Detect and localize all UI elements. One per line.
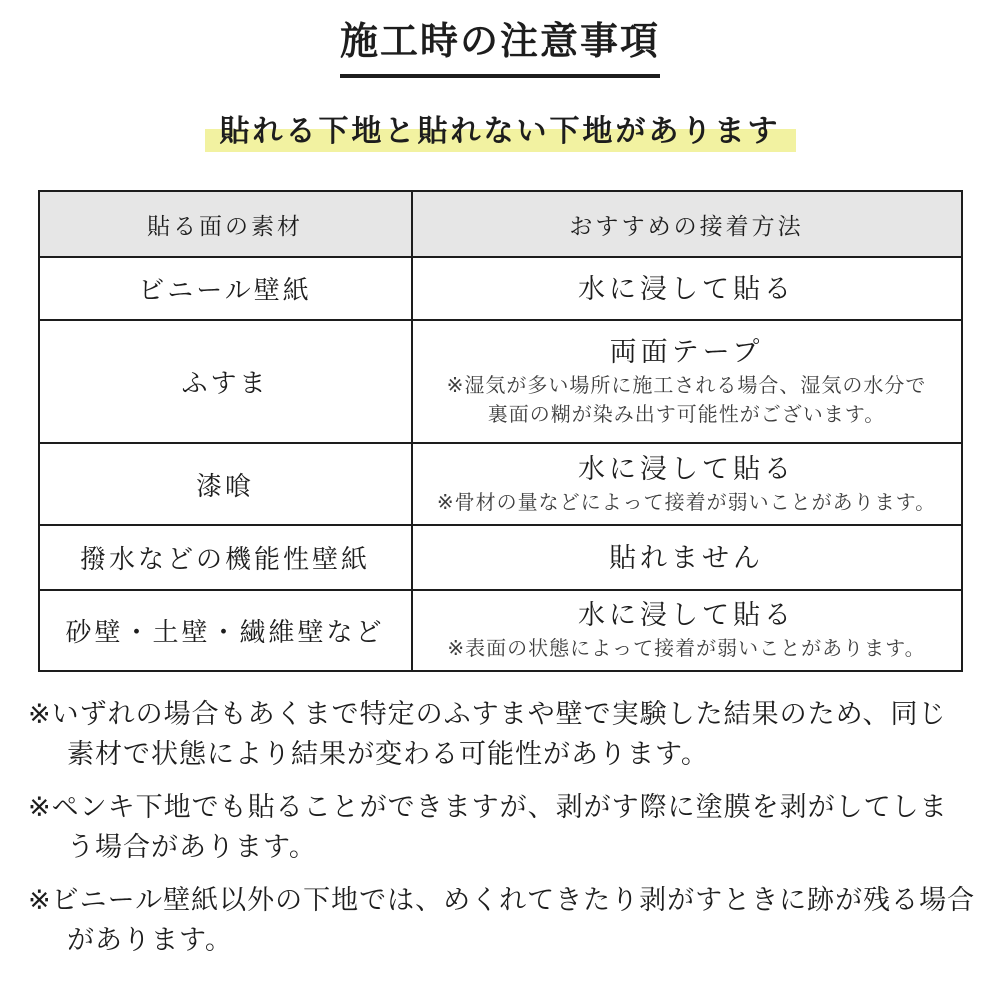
table-row-sand-wall [39, 590, 962, 671]
material-cell: 漆喰 [39, 443, 412, 525]
table-row-vinyl-wallpaper [39, 257, 962, 320]
method-text: 水に浸して貼る [578, 600, 795, 630]
table-row-water-repellent [39, 525, 962, 590]
method-text: 水に浸して貼る [578, 453, 795, 484]
surface-adhesion-table [38, 190, 963, 672]
method-cell [412, 590, 962, 671]
footnotes-section [28, 694, 980, 960]
method-note: ※骨材の量などによって接着が弱いことがあります。 [436, 491, 937, 514]
method-cell [412, 443, 962, 525]
method-note-line: ※湿気が多い場所に施工される場合、湿気の水分で [446, 374, 927, 397]
footnote-results-vary [28, 694, 980, 774]
method-cell [412, 257, 962, 320]
table-header-row [39, 191, 962, 257]
footnote-non-vinyl-marks [28, 880, 980, 960]
subtitle-row [0, 112, 1000, 152]
title-underline [340, 74, 660, 78]
footnote-line: があります。 [67, 925, 233, 955]
method-text: 水に浸して貼る [578, 273, 795, 304]
table-row-plaster [39, 443, 962, 525]
footnote-line: う場合があります。 [67, 832, 317, 862]
footnote-line: ※ペンキ下地でも貼ることができますが、剥がす際に塗膜を剥がしてしま [28, 792, 948, 822]
footnote-paint-surface [28, 787, 980, 867]
table-row-fusuma [39, 320, 962, 443]
footnote-line: 素材で状態により結果が変わる可能性があります。 [67, 739, 709, 769]
footnote-line: ※ビニール壁紙以外の下地では、めくれてきたり剥がすときに跡が残る場合 [28, 885, 976, 915]
material-cell: 撥水などの機能性壁紙 [39, 525, 412, 590]
header-material: 貼る面の素材 [39, 191, 412, 257]
material-cell: 砂壁・土壁・繊維壁など [39, 590, 412, 671]
method-text: 貼れません [609, 542, 764, 573]
method-text: 両面テープ [609, 336, 764, 367]
method-note-line: 裏面の糊が染み出す可能性がございます。 [487, 403, 886, 426]
subtitle-highlighted: 貼れる下地と貼れない下地があります [205, 112, 796, 152]
material-cell: ビニール壁紙 [39, 257, 412, 320]
material-cell: ふすま [39, 320, 412, 443]
header-method: おすすめの接着方法 [412, 191, 962, 257]
method-cell [412, 320, 962, 443]
method-note [419, 372, 955, 430]
footnote-line: ※いずれの場合もあくまで特定のふすまや壁で実験した結果のため、同じ [28, 699, 947, 729]
method-cell [412, 525, 962, 590]
page-title: 施工時の注意事項 [339, 21, 660, 63]
method-note: ※表面の状態によって接着が弱いことがあります。 [447, 638, 926, 660]
